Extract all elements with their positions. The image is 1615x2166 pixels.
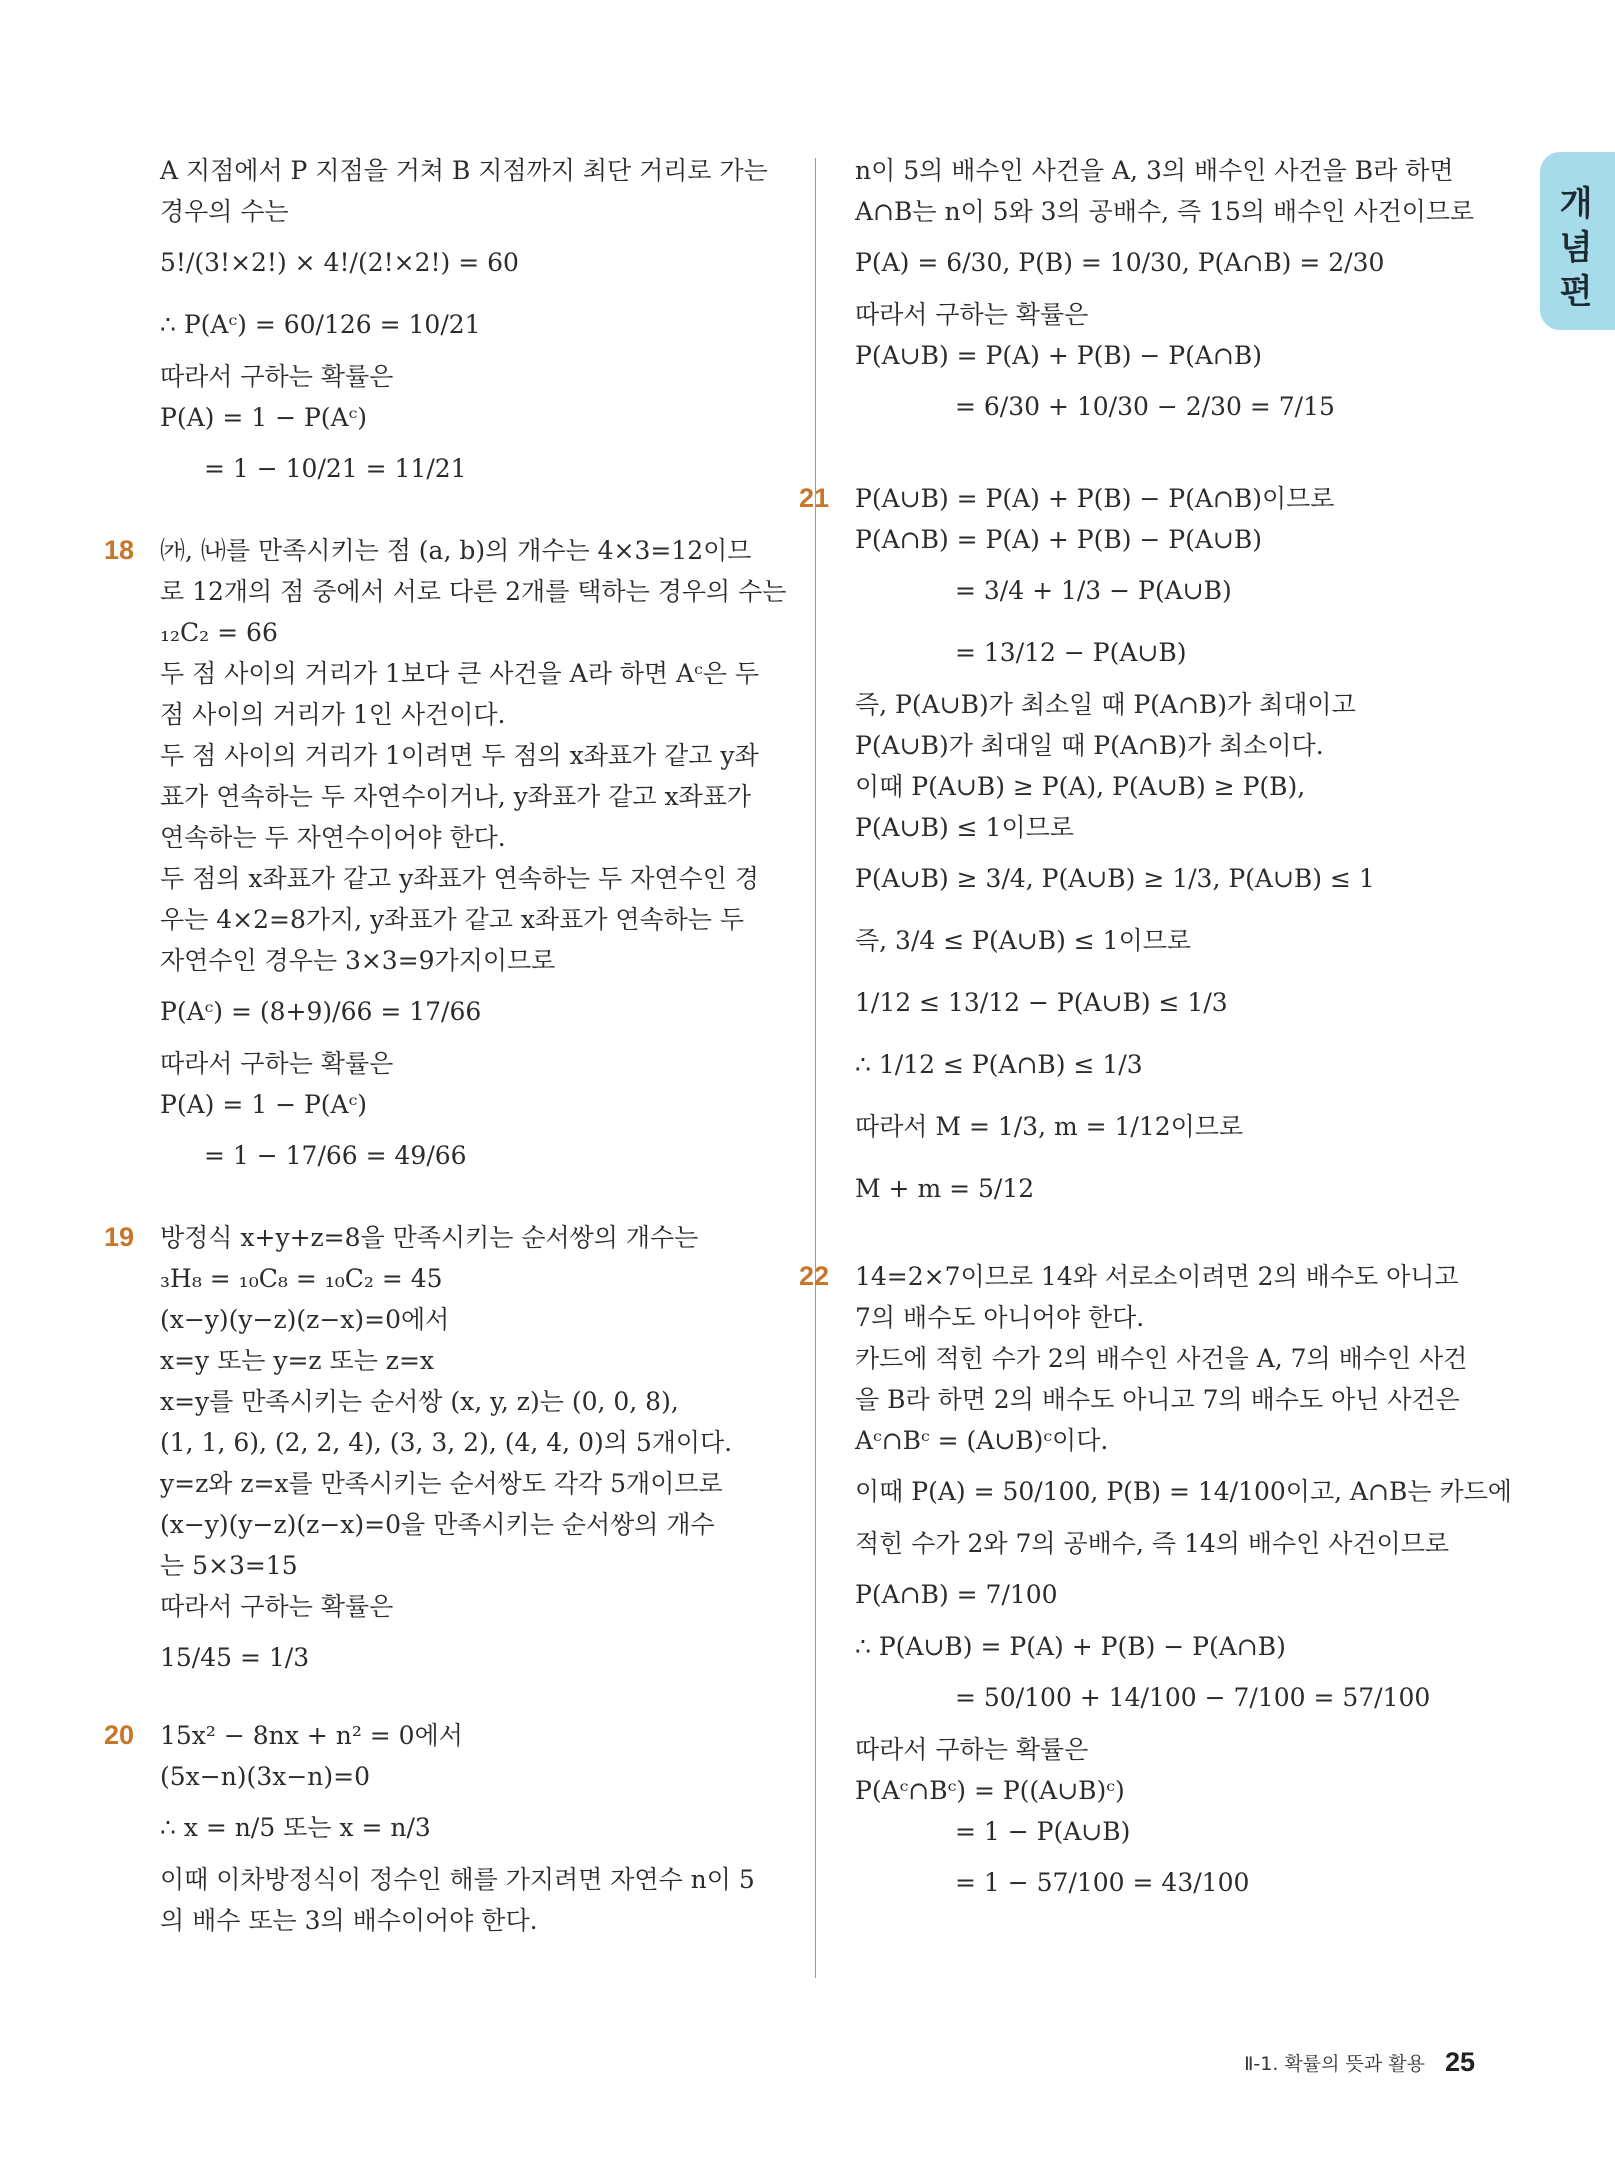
text-line: 는 5×3=15 <box>160 1551 298 1580</box>
text-line: 두 점의 x좌표가 같고 y좌표가 연속하는 두 자연수인 경 <box>160 864 759 893</box>
solution-17-continued <box>160 150 800 500</box>
math-line: 15x² − 8nx + n² = 0에서 <box>160 1721 463 1750</box>
math-line: ₁₂C₂ = 66 <box>160 618 278 647</box>
text-line: 따라서 구하는 확률은 <box>855 300 1089 329</box>
right-column <box>799 150 1512 1914</box>
text-line: 따라서 구하는 확률은 <box>160 1049 394 1078</box>
math-line: = 1 − 17/66 = 49/66 <box>204 1141 467 1170</box>
math-line: P(A∪B) = P(A) + P(B) − P(A∩B)이므로 <box>855 484 1335 513</box>
solution-21 <box>799 478 1475 1220</box>
text-line: (x−y)(y−z)(z−x)=0을 만족시키는 순서쌍의 개수 <box>160 1510 715 1539</box>
math-line: 15/45 = 1/3 <box>160 1643 310 1672</box>
left-column <box>104 150 800 1941</box>
math-line: = 3/4 + 1/3 − P(A∪B) <box>955 576 1232 605</box>
text-line: 이때 P(A) = 50/100, P(B) = 14/100이고, A∩B는 카드에 <box>855 1477 1512 1506</box>
math-line: = 13/12 − P(A∪B) <box>955 638 1187 667</box>
math-line: ∴ x = n/5 또는 x = n/3 <box>160 1813 431 1842</box>
math-line: P(A∩B) = 7/100 <box>855 1580 1058 1609</box>
chapter-side-tab <box>1540 152 1615 330</box>
math-line: P(A∩B) = P(A) + P(B) − P(A∪B) <box>855 525 1263 554</box>
math-line: 즉, 3/4 ≤ P(A∪B) ≤ 1이므로 <box>855 926 1192 955</box>
math-line: = 1 − P(A∪B) <box>955 1817 1131 1846</box>
problem-number: 20 <box>104 1720 135 1750</box>
solution-19 <box>104 1217 800 1689</box>
math-line: P(Aᶜ∩Bᶜ) = P((A∪B)ᶜ) <box>855 1776 1125 1805</box>
math-line: = 1 − 57/100 = 43/100 <box>955 1868 1250 1897</box>
math-line: Aᶜ∩Bᶜ = (A∪B)ᶜ이다. <box>855 1426 1109 1455</box>
text-line: (1, 1, 6), (2, 2, 4), (3, 3, 2), (4, 4, 0)의 5개이다. <box>160 1428 733 1457</box>
column-divider <box>815 158 816 1978</box>
text-line: 두 점 사이의 거리가 1이려면 두 점의 x좌표가 같고 y좌 <box>160 741 759 770</box>
math-line: P(A) = 6/30, P(B) = 10/30, P(A∩B) = 2/30 <box>855 248 1385 277</box>
text-line: 따라서 구하는 확률은 <box>855 1735 1089 1764</box>
math-line: (5x−n)(3x−n)=0 <box>160 1762 370 1791</box>
math-line: ₃H₈ = ₁₀C₈ = ₁₀C₂ = 45 <box>160 1264 443 1293</box>
math-line: P(A∪B) = P(A) + P(B) − P(A∩B) <box>855 341 1263 370</box>
math-line: P(A) = 1 − P(Aᶜ) <box>160 403 368 432</box>
section-label: Ⅱ-1. 확률의 뜻과 활용 <box>1244 2053 1425 2075</box>
text-line: 14=2×7이므로 14와 서로소이려면 2의 배수도 아니고 <box>855 1262 1459 1291</box>
math-line: ∴ P(A∪B) = P(A) + P(B) − P(A∩B) <box>855 1632 1286 1661</box>
text-line: 두 점 사이의 거리가 1보다 큰 사건을 A라 하면 Aᶜ은 두 <box>160 659 759 688</box>
text-line: ㈎, ㈏를 만족시키는 점 (a, b)의 개수는 4×3=12이므 <box>160 536 752 565</box>
text-line: 로 12개의 점 중에서 서로 다른 2개를 택하는 경우의 수는 <box>160 577 787 606</box>
text-line: 경우의 수는 <box>160 197 289 226</box>
text-line: y=z와 z=x를 만족시키는 순서쌍도 각각 5개이므로 <box>160 1469 723 1498</box>
page-number: 25 <box>1444 2047 1475 2077</box>
text-line: x=y를 만족시키는 순서쌍 (x, y, z)는 (0, 0, 8), <box>160 1387 679 1416</box>
text-line: 적힌 수가 2와 7의 공배수, 즉 14의 배수인 사건이므로 <box>855 1529 1449 1558</box>
text-line: A 지점에서 P 지점을 거쳐 B 지점까지 최단 거리로 가는 <box>160 156 768 185</box>
math-line: 따라서 M = 1/3, m = 1/12이므로 <box>855 1112 1244 1141</box>
problem-number: 22 <box>799 1261 830 1291</box>
math-line: M + m = 5/12 <box>855 1174 1035 1203</box>
solution-22 <box>799 1256 1512 1914</box>
math-line: = 1 − 10/21 = 11/21 <box>204 454 467 483</box>
text-line: 우는 4×2=8가지, y좌표가 같고 x좌표가 연속하는 두 <box>160 905 745 934</box>
math-line: P(A∪B) ≤ 1이므로 <box>855 813 1074 842</box>
text-line: 따라서 구하는 확률은 <box>160 362 394 391</box>
math-line: 1/12 ≤ 13/12 − P(A∪B) ≤ 1/3 <box>855 988 1228 1017</box>
math-line: ∴ P(Aᶜ) = 60/126 = 10/21 <box>160 310 481 339</box>
math-line: P(A) = 1 − P(Aᶜ) <box>160 1090 368 1119</box>
solution-20-continued <box>855 150 1475 438</box>
text-line: A∩B는 n이 5와 3의 공배수, 즉 15의 배수인 사건이므로 <box>855 197 1475 226</box>
text-line: 자연수인 경우는 3×3=9가지이므로 <box>160 946 556 975</box>
text-line: 이때 이차방정식이 정수인 해를 가지려면 자연수 n이 5 <box>160 1865 755 1894</box>
text-line: 점 사이의 거리가 1인 사건이다. <box>160 700 506 729</box>
problem-number: 21 <box>799 483 830 513</box>
math-line: 5!/(3!×2!) × 4!/(2!×2!) = 60 <box>160 248 519 277</box>
page-footer <box>1244 2046 1475 2078</box>
math-line: 이때 P(A∪B) ≥ P(A), P(A∪B) ≥ P(B), <box>855 772 1306 801</box>
side-tab-label: 개념편 <box>1559 184 1593 312</box>
text-line: 표가 연속하는 두 자연수이거나, y좌표가 같고 x좌표가 <box>160 782 752 811</box>
text-line: 의 배수 또는 3의 배수이어야 한다. <box>160 1906 538 1935</box>
math-line: P(Aᶜ) = (8+9)/66 = 17/66 <box>160 997 482 1026</box>
solution-20 <box>104 1715 800 1941</box>
math-line: P(A∪B) ≥ 3/4, P(A∪B) ≥ 1/3, P(A∪B) ≤ 1 <box>855 864 1375 893</box>
solution-18 <box>104 530 800 1187</box>
text-line: 방정식 x+y+z=8을 만족시키는 순서쌍의 개수는 <box>160 1223 699 1252</box>
problem-number: 18 <box>104 535 135 565</box>
math-line: = 50/100 + 14/100 − 7/100 = 57/100 <box>955 1683 1431 1712</box>
text-line: 연속하는 두 자연수이어야 한다. <box>160 823 506 852</box>
text-line: 을 B라 하면 2의 배수도 아니고 7의 배수도 아닌 사건은 <box>855 1385 1460 1414</box>
text-line: 카드에 적힌 수가 2의 배수인 사건을 A, 7의 배수인 사건 <box>855 1344 1468 1373</box>
text-line: 즉, P(A∪B)가 최소일 때 P(A∩B)가 최대이고 <box>855 690 1356 719</box>
text-line: 7의 배수도 아니어야 한다. <box>855 1303 1145 1332</box>
text-line: n이 5의 배수인 사건을 A, 3의 배수인 사건을 B라 하면 <box>855 156 1454 185</box>
text-line: 따라서 구하는 확률은 <box>160 1592 394 1621</box>
math-line: x=y 또는 y=z 또는 z=x <box>160 1346 435 1375</box>
text-line: P(A∪B)가 최대일 때 P(A∩B)가 최소이다. <box>855 731 1324 760</box>
problem-number: 19 <box>104 1222 135 1252</box>
math-line: (x−y)(y−z)(z−x)=0에서 <box>160 1305 450 1334</box>
math-line: ∴ 1/12 ≤ P(A∩B) ≤ 1/3 <box>855 1050 1143 1079</box>
math-line: = 6/30 + 10/30 − 2/30 = 7/15 <box>955 392 1335 421</box>
